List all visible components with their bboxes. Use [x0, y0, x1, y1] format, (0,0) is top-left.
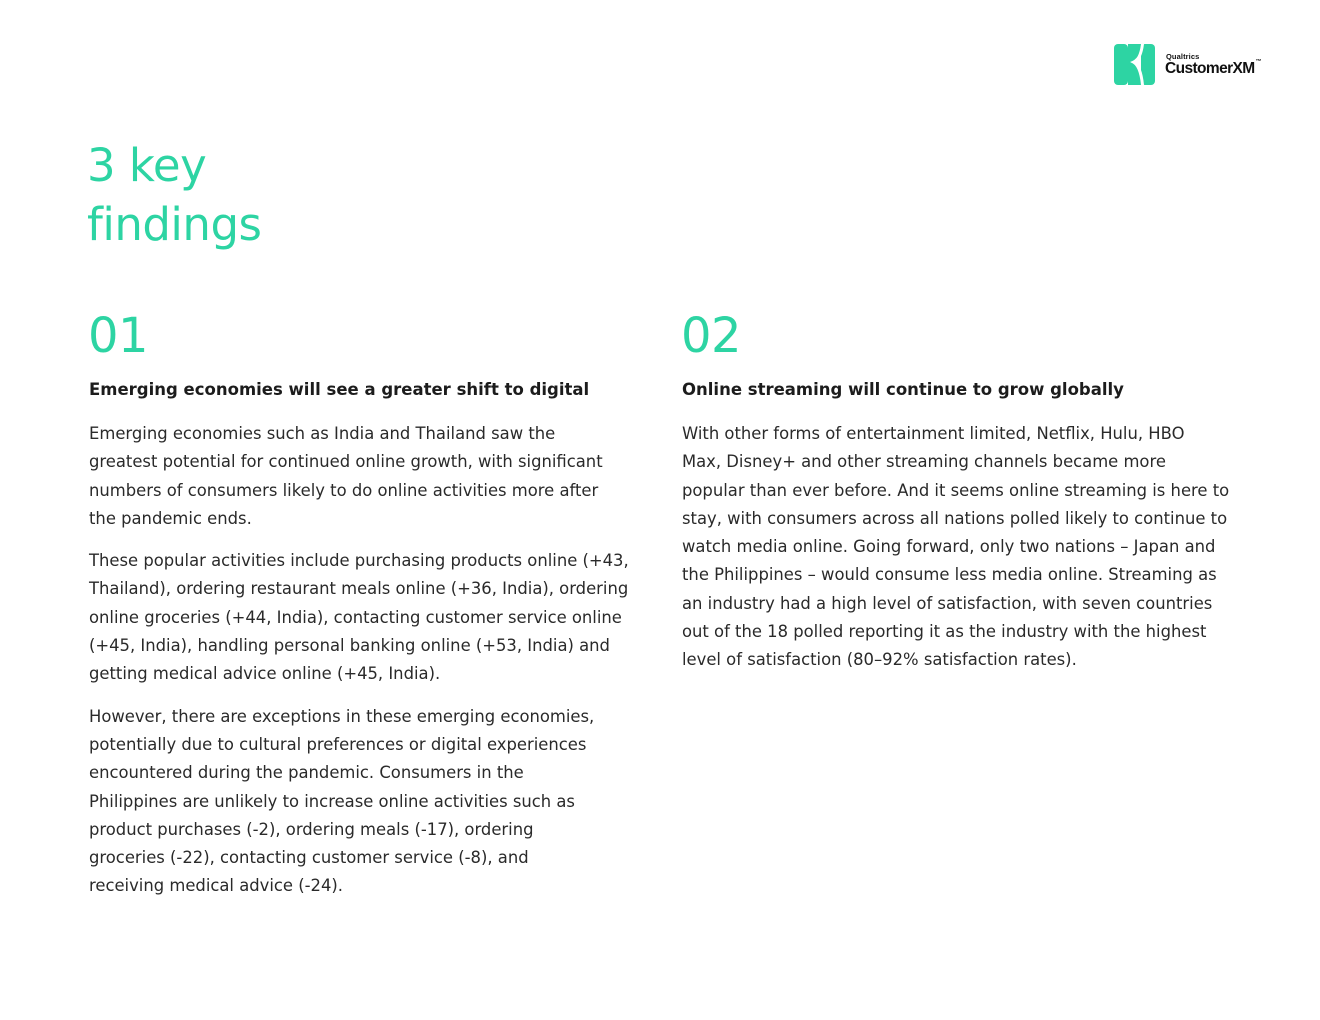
- paragraph-line: receiving medical advice (-24).: [89, 876, 343, 896]
- paragraph-line: potentially due to cultural preferences or digital experiences: [89, 734, 587, 754]
- finding-paragraph: [89, 420, 645, 533]
- paragraph-line: level of satisfaction (80–92% satisfaction rates).: [682, 650, 1077, 670]
- paragraph-line: groceries (-22), contacting customer service (-8), and: [89, 848, 529, 868]
- logo-company-text: Qualtrics: [1166, 52, 1200, 61]
- paragraph-line: However, there are exceptions in these emerging economies,: [89, 706, 595, 726]
- paragraph-line: product purchases (-2), ordering meals (-17), ordering: [89, 819, 534, 839]
- qualtrics-logo-icon: [1114, 44, 1155, 85]
- finding-heading: Online streaming will continue to grow globally: [682, 380, 1124, 399]
- logo-trademark: ™: [1255, 59, 1262, 65]
- paragraph-line: (+45, India), handling personal banking online (+53, India) and: [89, 636, 610, 656]
- paragraph-line: popular than ever before. And it seems online streaming is here to: [682, 480, 1230, 500]
- paragraph-line: getting medical advice online (+45, India).: [89, 664, 441, 684]
- finding-paragraph: [89, 547, 645, 688]
- page-title-line-2: findings: [87, 198, 262, 251]
- brand-logo: [1114, 44, 1284, 86]
- finding-paragraph: [89, 703, 645, 901]
- finding-number: 02: [681, 308, 742, 364]
- paragraph-line: These popular activities include purchasing products online (+43,: [89, 551, 629, 571]
- logo-product-name: CustomerXM: [1165, 60, 1255, 77]
- paragraph-line: watch media online. Going forward, only two nations – Japan and: [682, 537, 1216, 557]
- finding-01: [89, 306, 645, 915]
- paragraph-line: stay, with consumers across all nations polled likely to continue to: [682, 508, 1228, 528]
- paragraph-line: numbers of consumers likely to do online activities more after: [89, 480, 599, 500]
- finding-heading: Emerging economies will see a greater shift to digital: [89, 380, 590, 399]
- paragraph-line: Philippines are unlikely to increase online activities such as: [89, 791, 575, 811]
- paragraph-line: With other forms of entertainment limited, Netflix, Hulu, HBO: [682, 424, 1185, 443]
- logo-product-text: [1165, 60, 1261, 78]
- paragraph-line: Thailand), ordering restaurant meals online (+36, India), ordering: [89, 579, 629, 599]
- finding-paragraph: [682, 420, 1242, 675]
- paragraph-line: Emerging economies such as India and Thailand saw the: [89, 424, 556, 443]
- paragraph-line: the Philippines – would consume less media online. Streaming as: [682, 565, 1217, 585]
- page-title: [87, 136, 261, 254]
- paragraph-line: encountered during the pandemic. Consumers in the: [89, 763, 524, 783]
- paragraph-line: out of the 18 polled reporting it as the industry with the highest: [682, 622, 1207, 642]
- paragraph-line: online groceries (+44, India), contacting customer service online: [89, 607, 622, 627]
- page-title-line-1: 3 key: [87, 139, 207, 192]
- paragraph-line: an industry had a high level of satisfaction, with seven countries: [682, 593, 1213, 613]
- paragraph-line: greatest potential for continued online growth, with significant: [89, 452, 603, 472]
- paragraph-line: Max, Disney+ and other streaming channels became more: [682, 452, 1166, 472]
- paragraph-line: the pandemic ends.: [89, 508, 252, 528]
- finding-02: [682, 306, 1242, 689]
- finding-number: 01: [88, 308, 149, 364]
